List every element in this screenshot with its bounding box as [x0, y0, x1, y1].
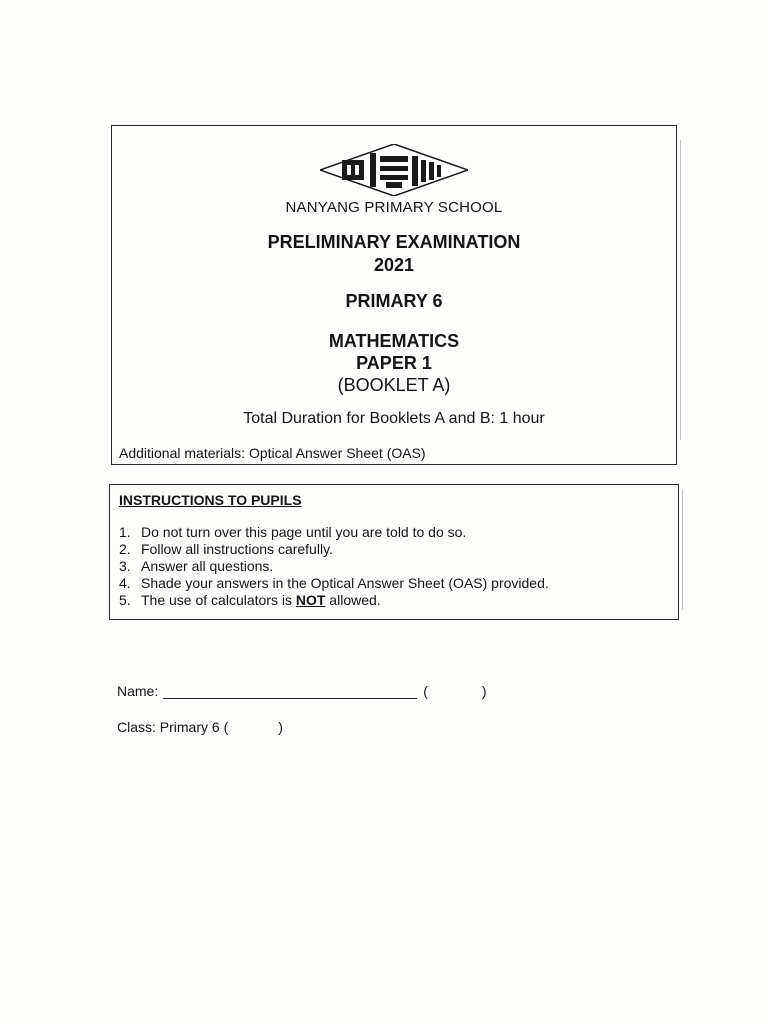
item-text-before: The use of calculators is [141, 592, 296, 608]
item-number: 1. [119, 524, 131, 540]
register-number-open: ( [423, 683, 428, 699]
cover-box [111, 125, 677, 465]
exam-title [112, 231, 676, 277]
item-number: 3. [119, 558, 131, 574]
level: PRIMARY 6 [345, 291, 443, 311]
item-number: 5. [119, 592, 131, 608]
list-item [119, 558, 549, 575]
item-number: 4. [119, 575, 131, 591]
exam-title-line1: PRELIMINARY EXAMINATION [267, 232, 521, 252]
booklet: (BOOKLET A) [337, 375, 451, 395]
additional-materials: Additional materials: Optical Answer Sheet (OAS) [119, 445, 426, 461]
exam-year: 2021 [373, 255, 415, 275]
item-text: Shade your answers in the Optical Answer Sheet (OAS) provided. [141, 575, 549, 591]
class-field-row [117, 719, 283, 735]
scan-artifact [680, 140, 681, 440]
name-field-row [117, 683, 487, 699]
item-text: Do not turn over this page until you are told to do so. [141, 524, 467, 540]
instructions-box [109, 484, 679, 620]
register-number-close: ) [481, 683, 487, 699]
paper: PAPER 1 [356, 353, 432, 373]
list-item [119, 592, 549, 609]
instructions-list [119, 524, 549, 609]
instructions-heading: INSTRUCTIONS TO PUPILS [119, 492, 302, 508]
subject-block [112, 330, 676, 396]
list-item [119, 541, 549, 558]
class-close: ) [278, 719, 283, 735]
item-text-after: allowed. [325, 592, 381, 608]
class-label: Class: Primary 6 ( [117, 719, 229, 735]
scan-artifact [682, 490, 683, 610]
item-number: 2. [119, 541, 131, 557]
name-label: Name: [117, 683, 159, 699]
school-crest-icon [320, 144, 468, 196]
item-text [141, 592, 381, 609]
school-name: NANYANG PRIMARY SCHOOL [285, 199, 503, 216]
subject: MATHEMATICS [328, 331, 460, 351]
item-text: Follow all instructions carefully. [141, 541, 333, 557]
list-item [119, 524, 549, 541]
name-write-line[interactable] [163, 684, 417, 699]
duration: Total Duration for Booklets A and B: 1 hour [243, 410, 545, 427]
item-text: Answer all questions. [141, 558, 274, 574]
emphasis-not: NOT [295, 592, 326, 608]
list-item [119, 575, 549, 592]
